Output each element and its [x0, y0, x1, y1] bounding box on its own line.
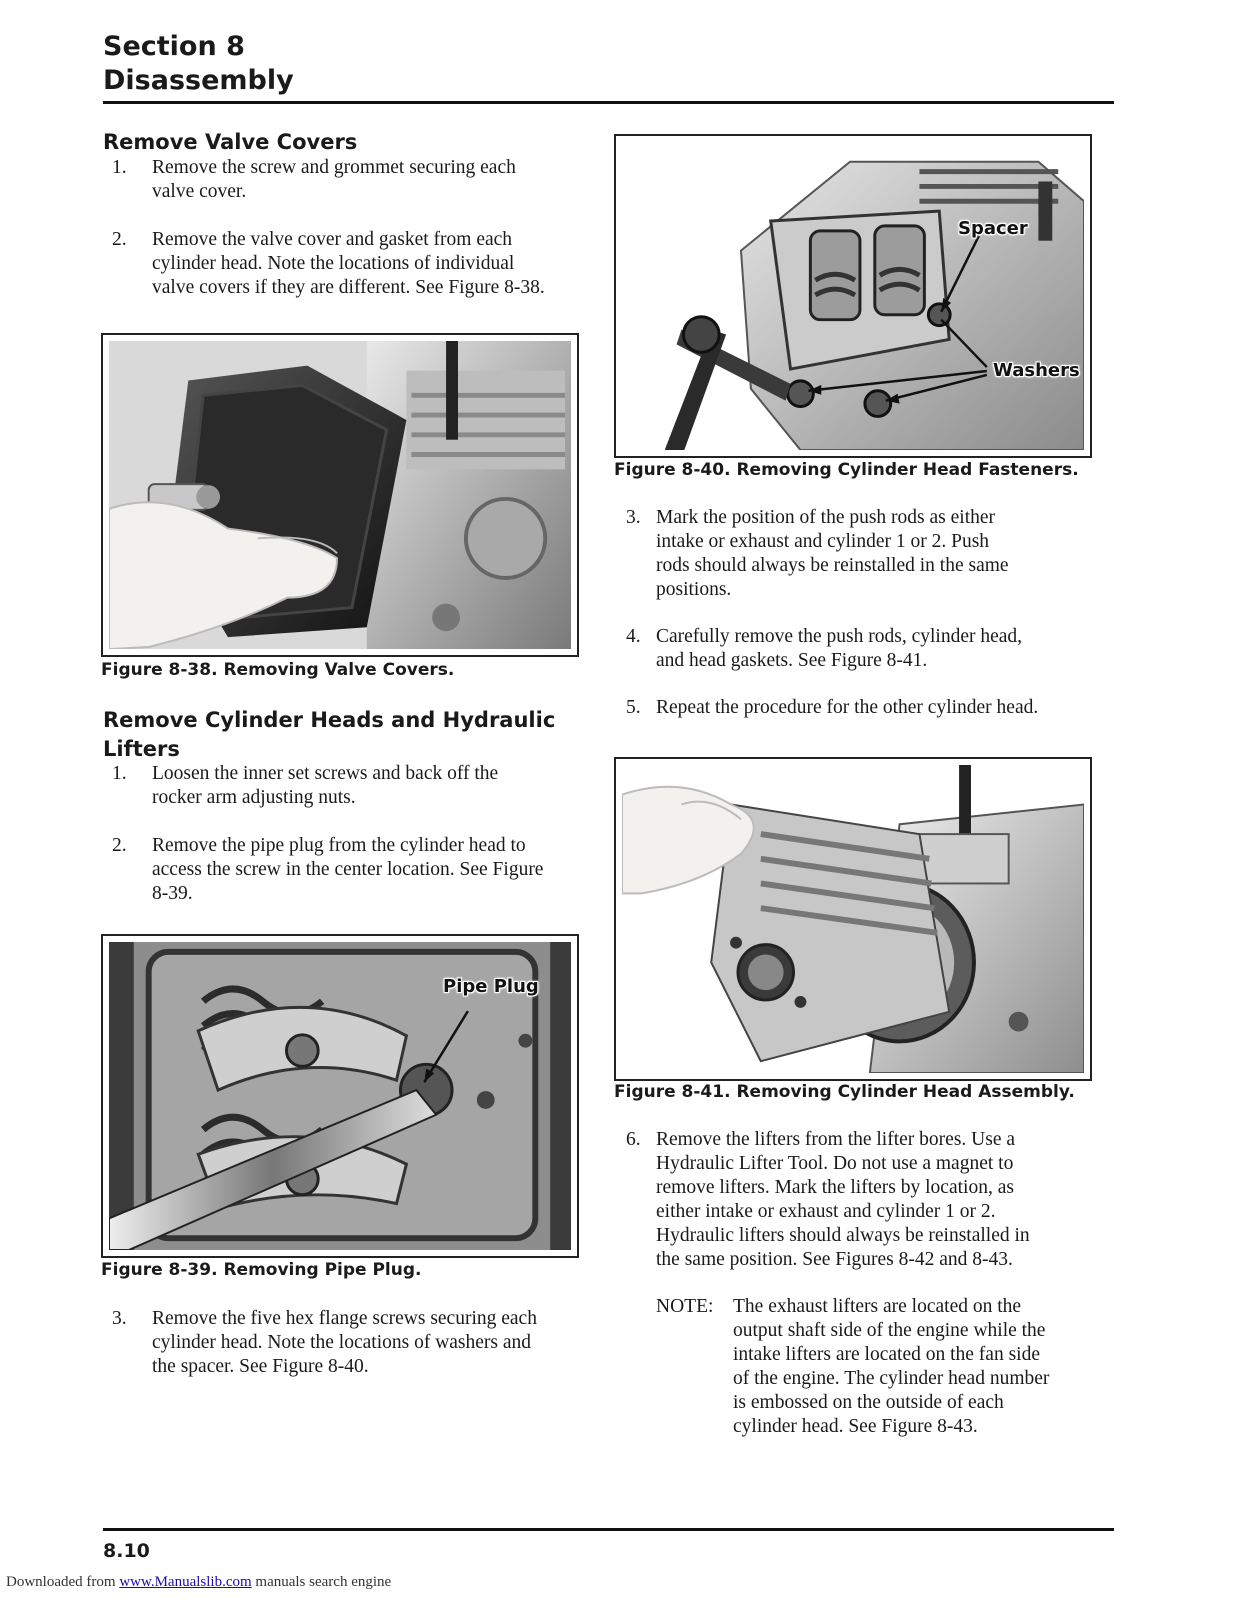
manualslib-link[interactable]: www.Manualslib.com: [119, 1574, 252, 1590]
section-title: Disassembly: [103, 65, 294, 96]
heading-remove-valve-covers: Remove Valve Covers: [103, 130, 358, 154]
head-assembly-illustration: [622, 765, 1084, 1073]
valve-cover-illustration: [109, 341, 571, 649]
figure-8-38-caption: Figure 8-38. Removing Valve Covers.: [101, 660, 455, 680]
figure-8-40-photo: [614, 134, 1092, 458]
callout-pipe-plug: Pipe Plug: [443, 976, 539, 997]
heading-remove-cylinder-heads: Remove Cylinder Heads and Hydraulic Lifters: [103, 708, 556, 761]
callout-washers: Washers: [993, 360, 1080, 381]
figure-8-38-photo: [101, 333, 579, 657]
figure-8-41-caption: Figure 8-41. Removing Cylinder Head Assembly.: [614, 1082, 1075, 1102]
note-label: NOTE:: [656, 1296, 714, 1317]
page-number: 8.10: [103, 1540, 150, 1562]
header-rule: [103, 101, 1114, 104]
figure-8-41-photo: [614, 757, 1092, 1081]
callout-spacer: Spacer: [958, 218, 1028, 239]
download-footer: Downloaded from www.Manualslib.com manuals search engine: [6, 1574, 392, 1590]
figure-8-40-caption: Figure 8-40. Removing Cylinder Head Fasteners.: [614, 460, 1079, 480]
figure-8-39-photo: [101, 934, 579, 1258]
section-header: [103, 30, 294, 98]
head-fasteners-illustration: [622, 142, 1084, 450]
section-number: Section 8: [103, 31, 245, 62]
figure-8-39-caption: Figure 8-39. Removing Pipe Plug.: [101, 1260, 422, 1280]
footer-rule: [103, 1528, 1114, 1531]
